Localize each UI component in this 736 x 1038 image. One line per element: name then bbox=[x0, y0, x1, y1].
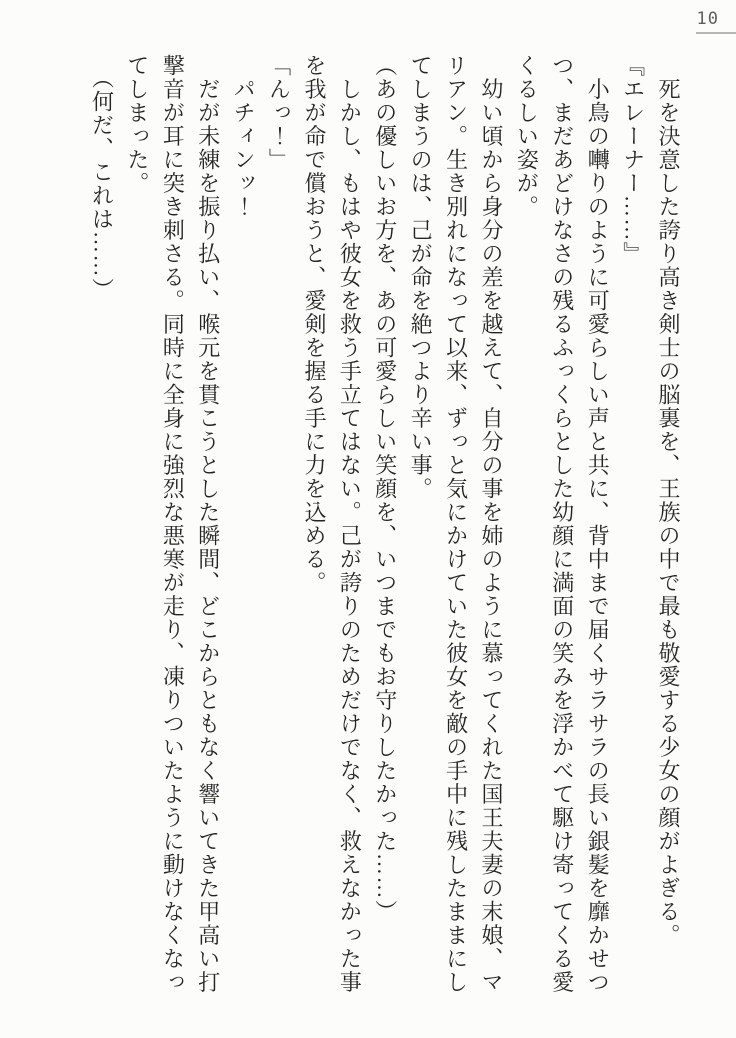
text-line: 幼い頃から身分の差を越えて、自分の事を姉のように慕ってくれた国王夫妻の末娘、マ bbox=[478, 54, 504, 994]
page-number-rule bbox=[696, 32, 736, 34]
text-line: 死を決意した誇り高き剣士の脳裏を、王族の中で最も敬愛する少女の顔がよぎる。 bbox=[656, 54, 681, 947]
text-line: てしまうのは、己が命を絶つより辛い事。 bbox=[408, 54, 434, 501]
text-line: を我が命で償おうと、愛剣を握る手に力を込める。 bbox=[301, 54, 327, 595]
text-line: だが未練を振り払い、喉元を貫こうとした瞬間、どこからともなく響いてきた甲高い打 bbox=[195, 54, 221, 994]
text-line: 撃音が耳に突き刺さる。同時に全身に強烈な悪寒が走り、凍りついたように動けなくなっ bbox=[160, 54, 186, 994]
text-line: くるしい姿が。 bbox=[514, 54, 540, 219]
text-line: リアン。生き別れになって以来、ずっと気にかけていた彼女を敵の手中に残したままにし bbox=[443, 54, 469, 994]
text-line: つ、まだあどけなさの残るふっくらとした幼顔に満面の笑みを浮かべて駆け寄ってくる愛 bbox=[549, 54, 575, 994]
text-line: 小鳥の囀りのように可愛らしい声と共に、背中まで届くサラサラの長い銀髪を靡かせつ bbox=[585, 54, 611, 994]
text-line: しかし、もはや彼女を救う手立てはない。己が誇りのためだけでなく、救えなかった事 bbox=[337, 54, 363, 994]
text-line: パチィンッ！ bbox=[231, 54, 257, 219]
text-line: てしまった。 bbox=[124, 54, 150, 195]
text-line: 「んっ！」 bbox=[266, 54, 292, 172]
page-number: 10 bbox=[696, 9, 719, 29]
text-line: （あの優しいお方を、あの可愛らしい笑顔を、いつまでもお守りしたかった……） bbox=[372, 54, 398, 924]
text-line: （何だ、これは……） bbox=[89, 54, 115, 302]
novel-text-body bbox=[82, 54, 686, 996]
text-line: 『エレーナー……』 bbox=[620, 54, 646, 266]
